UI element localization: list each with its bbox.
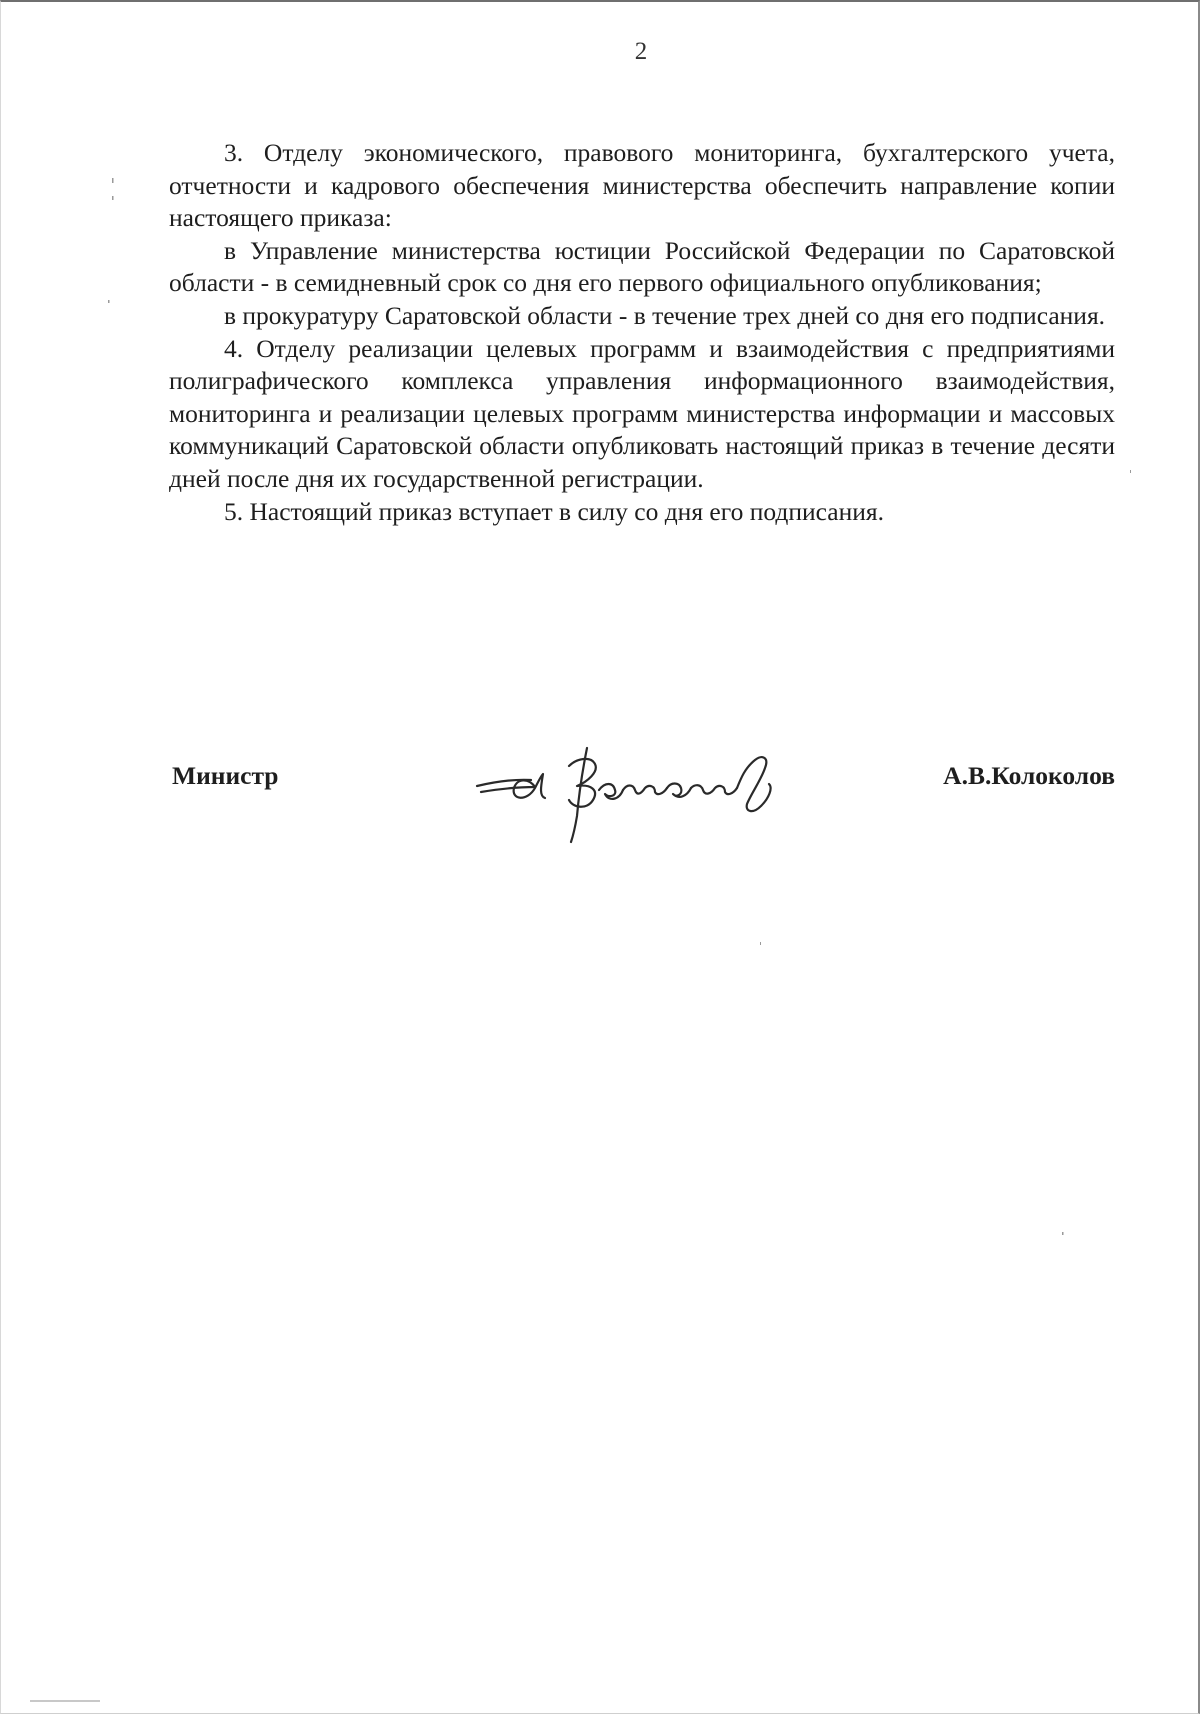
paragraph-item-3: 3. Отделу экономического, правового мониторинга, бухгалтерского учета, отчетности и кадрового обеспечения министерства обеспечить направление копии настоящего приказа: [169,138,1115,233]
signature-block [169,748,1115,858]
signatory-name: А.В.Колоколов [943,761,1115,790]
paragraph-item-5: 5. Настоящий приказ вступает в силу со дня его подписания. [224,496,884,526]
signatory-role: Министр [172,761,279,790]
paragraph-prosecutor: в прокуратуру Саратовской области - в течение трех дней со дня его подписания. [224,300,1106,330]
paragraph-item-4: 4. Отделу реализации целевых программ и взаимодействия с предприятиями полиграфического комплекса управления информационного взаимодействия, мониторинга и реализации целевых программ министерства информации и массовых коммуникаций Саратовской области опубликовать настоящий приказ в течение десяти дней после дня их государственной регистрации. [169,333,1115,493]
handwritten-signature [469,738,809,848]
paragraph-ministry-of-justice: в Управление министерства юстиции Российской Федерации по Саратовской области - в семидневный срок со дня его первого официального опубликования; [169,235,1115,298]
page-number: 2 [634,38,648,65]
order-body [169,137,1115,528]
